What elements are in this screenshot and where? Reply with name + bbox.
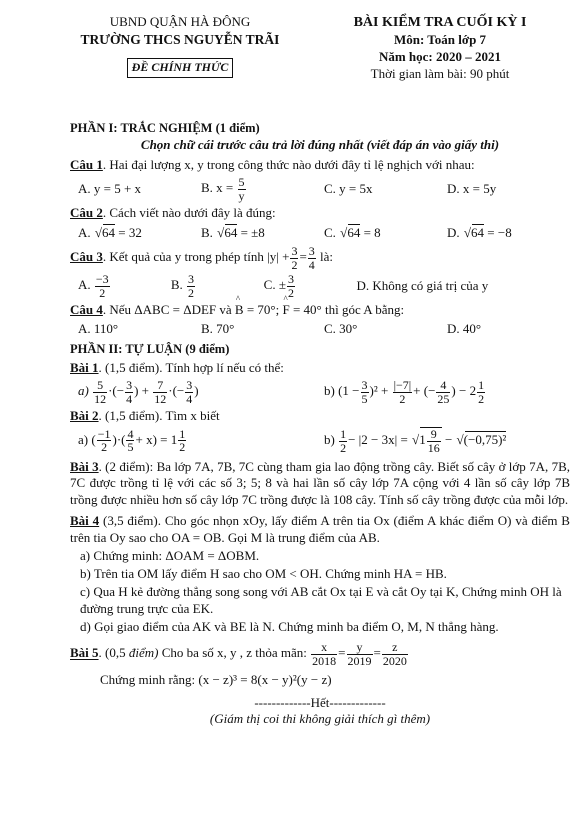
sqrt-expression: √ 1 $\frac{9}{16}$ bbox=[420, 427, 442, 454]
official-stamp: ĐỀ CHÍNH THỨC bbox=[127, 58, 234, 78]
sqrt-expression: √ 64 bbox=[348, 224, 360, 242]
option-c: C. ± $\frac{3}{2}$ bbox=[263, 272, 294, 300]
problem-4-a: a) Chứng minh: ΔOAM = ΔOBM. bbox=[80, 548, 260, 564]
question-text: . Hai đại lượng x, y trong công thức nào dưới đây tỉ lệ nghịch với nhau: bbox=[102, 157, 475, 173]
option-b: B. $\frac{3}{2}$ bbox=[170, 272, 194, 300]
problem-1: Bài 1. (1,5 điểm). Tính hợp lí nếu có thể: bbox=[70, 360, 284, 376]
question-number: Câu 2 bbox=[70, 205, 103, 221]
question-1-options bbox=[70, 176, 570, 202]
exam-title: BÀI KIỂM TRA CUỐI KỲ I bbox=[353, 15, 527, 30]
problem-number: Bài 3 bbox=[70, 458, 99, 474]
angle-f: ^ F bbox=[282, 302, 289, 319]
part1-instruction: Chọn chữ cái trước câu trả lời đúng nhất (viết đáp án vào giấy thi) bbox=[140, 137, 500, 153]
exam-content bbox=[70, 120, 570, 728]
option-b: B. √ 64 = ±8 bbox=[201, 224, 324, 242]
option-d: D. √ 64 = −8 bbox=[447, 224, 570, 242]
time-limit: Thời gian làm bài: 90 phút bbox=[370, 65, 510, 81]
question-number: Câu 1 bbox=[70, 157, 103, 173]
proctor-note: (Giám thị coi thi không giải thích gì thêm) bbox=[209, 711, 431, 727]
fraction: $\frac{5}{y}$ bbox=[238, 175, 245, 203]
sqrt-expression: √ (−0,75)² bbox=[465, 431, 507, 449]
part1-title: PHẦN I: TRẮC NGHIỆM (1 điểm) bbox=[70, 121, 260, 135]
problem-number: Bài 2 bbox=[70, 408, 99, 424]
problem-3: Bài 3. (2 điểm): Ba lớp 7A, 7B, 7C cùng tham gia lao động trồng cây. Biết số cây ở lớp 7A, 7B, 7C được trồng tỉ lệ với các số 3; 5; 8 và hai lần số cây lớp 7A cộng với 4 lần số cây lớp 7B trồng được nhiều hơn số cây lớp 7C trồng được là 108 cây. Tính số cây trồng được của mỗi lớp. bbox=[70, 458, 570, 508]
option-a: A. $\frac{-3}{2}$ bbox=[78, 272, 109, 300]
option-d: D. 40° bbox=[447, 321, 482, 337]
subject: Môn: Toán lớp 7 bbox=[393, 32, 487, 48]
question-3: Câu 3. Kết quả của y trong phép tính |y| + $\frac{3}{2}$ = $\frac{3}{4}$ là: bbox=[70, 244, 334, 272]
part-a: a) $\frac{5}{12}$ ·(− $\frac{3}{4}$ ) + $\frac{7}{12}$ ·(− $\frac{3}{4}$ ) bbox=[78, 378, 199, 406]
problem-2-parts bbox=[70, 427, 570, 454]
exam-header bbox=[0, 14, 584, 94]
question-number: Câu 4 bbox=[70, 302, 103, 318]
problem-number: Bài 5 bbox=[70, 645, 99, 661]
district-name: UBND QUẬN HÀ ĐÔNG bbox=[109, 14, 251, 29]
question-4-options bbox=[70, 321, 570, 338]
end-marker: -------------Hết------------- bbox=[254, 694, 386, 710]
option-d: D. Không có giá trị của y bbox=[356, 277, 489, 293]
question-2 bbox=[70, 205, 570, 222]
school-year: Năm học: 2020 – 2021 bbox=[378, 49, 502, 65]
option-c: C. y = 5x bbox=[324, 180, 373, 196]
question-1 bbox=[70, 157, 570, 174]
sqrt-expression: √ 64 bbox=[103, 224, 115, 242]
problem-4-d: d) Gọi giao điểm của AK và BE là N. Chứng minh ba điểm O, M, N thẳng hàng. bbox=[80, 618, 499, 634]
part-a: a) ( $\frac{-1}{2}$ )·( $\frac{4}{5}$ + x) = 1 $\frac{1}{2}$ bbox=[78, 426, 186, 455]
question-number: Câu 3 bbox=[70, 249, 103, 265]
question-4: Câu 4. Nếu ΔABC = ΔDEF và ^ B = 70°; ^ F = 40° thì góc A bằng: bbox=[70, 302, 570, 319]
question-text: . Cách viết nào dưới đây là đúng: bbox=[102, 205, 276, 221]
option-b: B. 70° bbox=[201, 321, 235, 337]
fraction: $\frac{3}{4}$ bbox=[308, 244, 315, 272]
question-3-options bbox=[70, 273, 570, 299]
problem-4-b: b) Trên tia OM lấy điểm H sao cho OM < OH. Chứng minh HA = HB. bbox=[80, 565, 447, 581]
sqrt-expression: √ 64 bbox=[472, 224, 484, 242]
problem-5: Bài 5. (0,5 điểm) Cho ba số x, y , z thỏa mãn: $\frac{x}{2018}$ = $\frac{y}{2019}$ = $\frac{z}{2020}$ bbox=[70, 640, 407, 669]
problem-4-c: c) Qua H kẻ đường thẳng song song với AB cắt Ox tại E và cắt Oy tại K, Chứng minh OH là đường trung trực của EK. bbox=[80, 583, 562, 616]
option-c: C. √ 64 = 8 bbox=[324, 224, 447, 242]
problem-number: Bài 4 bbox=[70, 513, 100, 529]
option-c: C. 30° bbox=[324, 321, 358, 337]
question-2-options bbox=[70, 224, 570, 242]
part-b: b) $\frac{1}{2}$ − |2 − 3x| = √ 1 $\frac{9}{16}$ − √ (−0,75)² bbox=[324, 427, 570, 454]
part2-title: PHẦN II: TỰ LUẬN (9 điểm) bbox=[70, 342, 230, 357]
problem-1-parts bbox=[70, 379, 570, 405]
fraction: $\frac{3}{2}$ bbox=[291, 244, 298, 272]
problem-4: Bài 4 (3,5 điểm). Cho góc nhọn xOy, lấy điểm A trên tia Ox (điểm A khác điểm O) và điểm B trên tia Oy sao cho OA = OB. Gọi M là trung điểm của AB. bbox=[70, 513, 570, 546]
school-name: TRƯỜNG THCS NGUYỄN TRÃI bbox=[80, 31, 280, 47]
problem-2: Bài 2. (1,5 điểm). Tìm x biết bbox=[70, 408, 220, 424]
part-b: b) (1 − $\frac{3}{5}$ )² + $\frac{|-7|}{2}$ + (− $\frac{4}{25}$ ) − 2 $\frac{1}{2}$ bbox=[324, 378, 485, 406]
option-b: B. x = $\frac{5}{y}$ bbox=[201, 175, 245, 203]
option-a: A. √ 64 = 32 bbox=[78, 224, 201, 242]
problem-number: Bài 1 bbox=[70, 360, 99, 376]
option-a: A. 110° bbox=[78, 321, 119, 337]
option-d: D. x = 5y bbox=[447, 180, 497, 196]
problem-5-prove: Chứng minh rằng: (x − z)³ = 8(x − y)²(y − z) bbox=[100, 671, 332, 687]
exam-info-block bbox=[330, 14, 550, 83]
school-block bbox=[70, 14, 290, 78]
option-a: A. y = 5 + x bbox=[78, 180, 142, 196]
sqrt-expression: √ 64 bbox=[225, 224, 237, 242]
angle-b: ^ B bbox=[235, 302, 244, 319]
